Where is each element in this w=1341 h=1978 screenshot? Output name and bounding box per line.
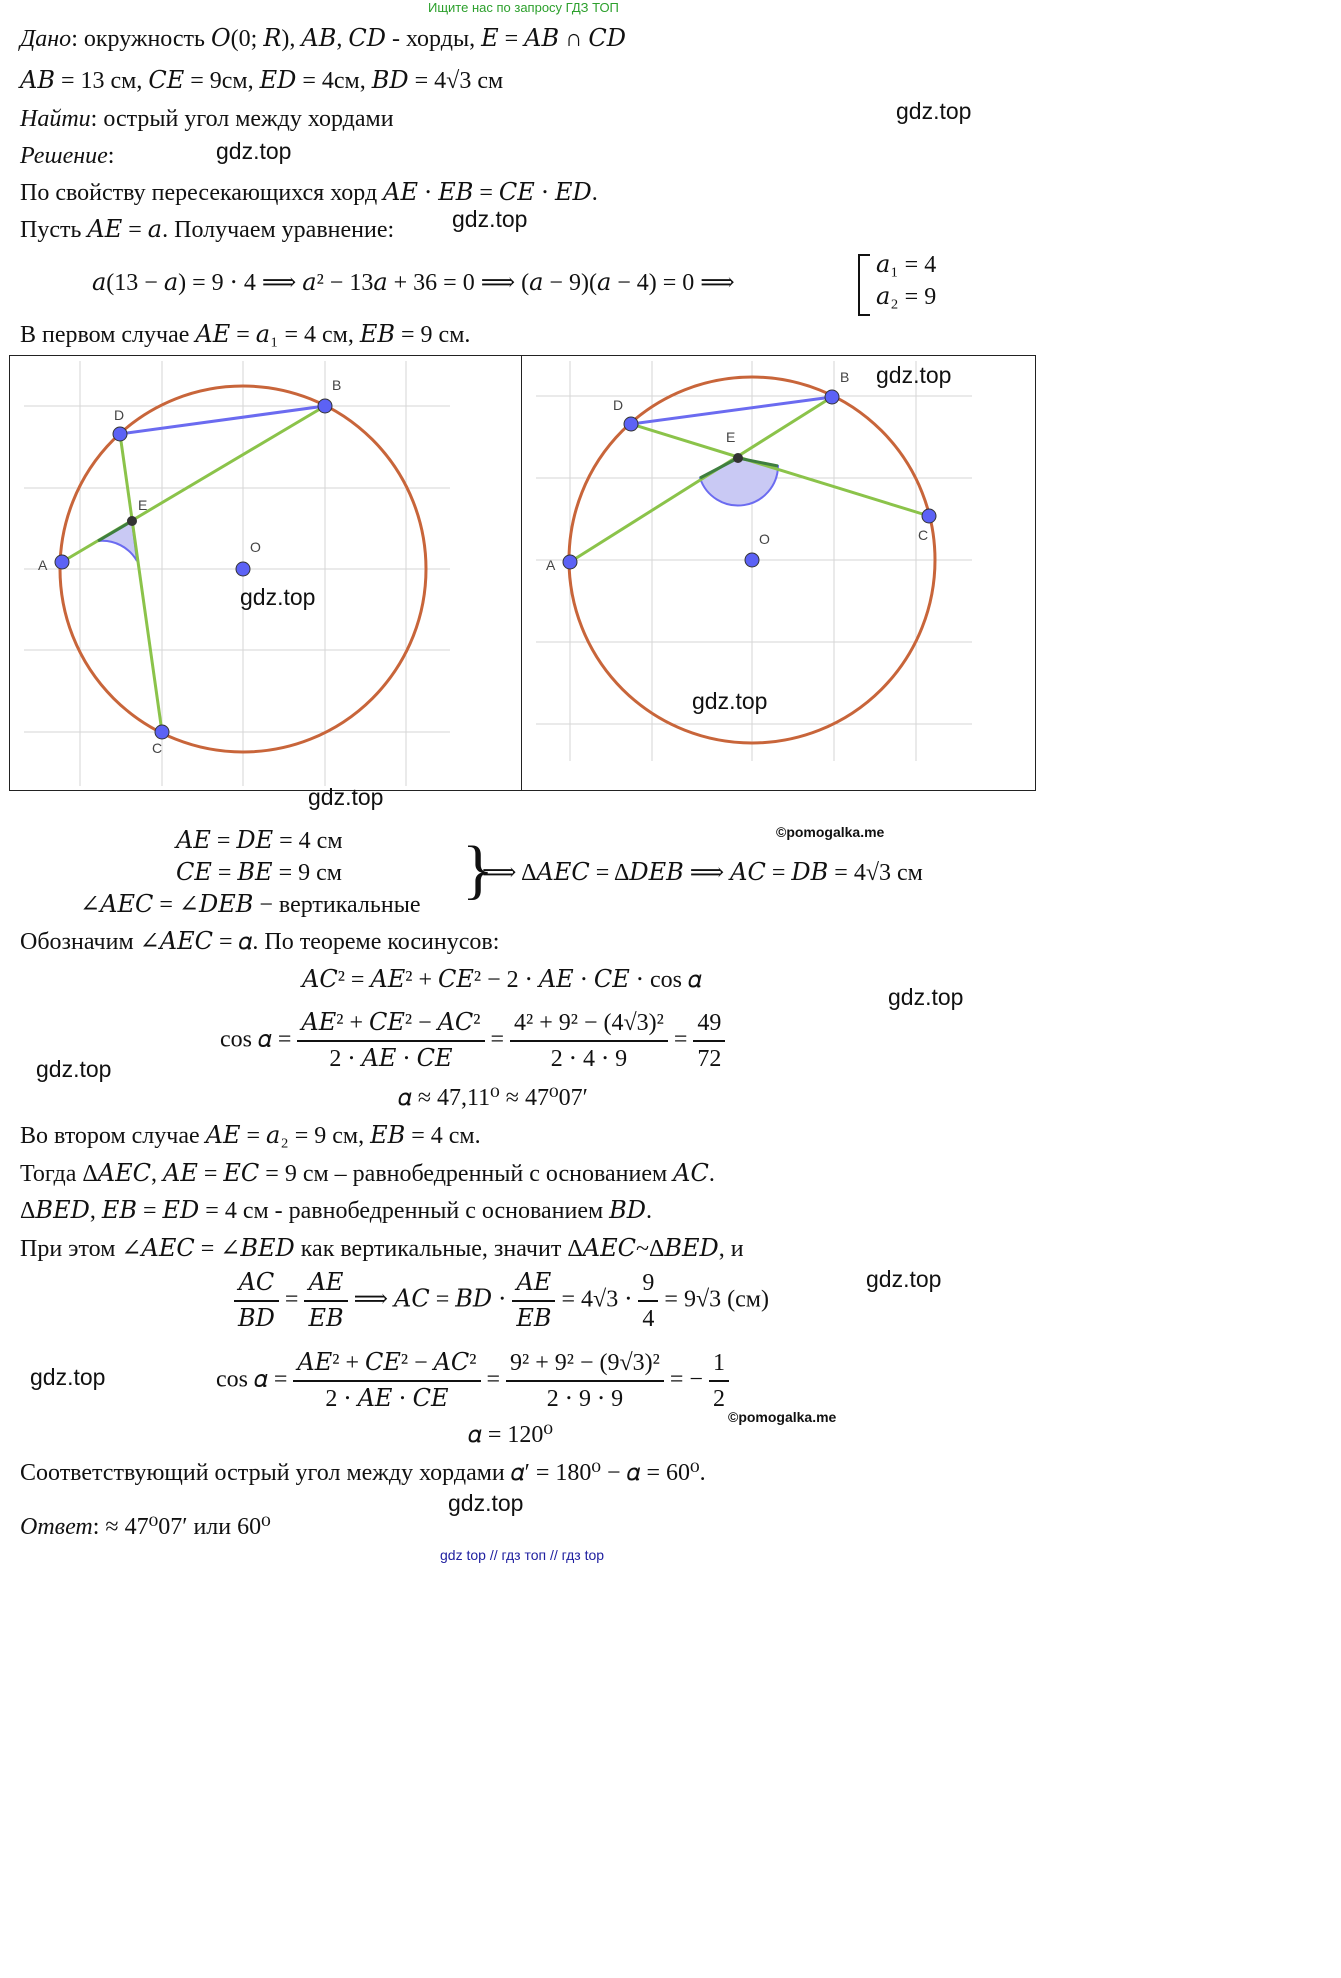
ratio-frac-1-den: 𝐵𝐷 bbox=[238, 1306, 275, 1332]
system-result: ⟹ Δ𝐴𝐸𝐶 = Δ𝐷𝐸𝐵 ⟹ 𝐴𝐶 = 𝐷𝐵 = 4√3 см bbox=[482, 860, 923, 886]
watermark: gdz.top bbox=[36, 1056, 112, 1082]
root-1: 𝑎₁ = 4 bbox=[876, 252, 937, 278]
similarity: При этом ∠𝐴𝐸𝐶 = ∠𝐵𝐸𝐷 как вертикальные, значит Δ𝐴𝐸𝐶~Δ𝐵𝐸𝐷, и bbox=[20, 1236, 744, 1262]
fraction-5 bbox=[506, 1346, 664, 1416]
point-a-left bbox=[55, 555, 69, 569]
watermark: gdz.top bbox=[888, 984, 964, 1010]
ratio-frac-2-num: 𝐴𝐸 bbox=[304, 1266, 347, 1302]
solution-label: Решение bbox=[20, 143, 108, 169]
point-e-right bbox=[733, 453, 743, 463]
fraction-3-den: 72 bbox=[697, 1046, 722, 1072]
label-d-right: D bbox=[613, 397, 624, 413]
ratio-mid: ⟹ 𝐴𝐶 = 𝐵𝐷 ⋅ bbox=[353, 1286, 507, 1313]
fraction-5-num: 9² + 9² − (9√3)² bbox=[506, 1346, 664, 1382]
point-d-left bbox=[113, 427, 127, 441]
watermark: gdz.top bbox=[216, 138, 292, 164]
find-text: : острый угол между хордами bbox=[90, 106, 394, 132]
chord-ab-right bbox=[570, 397, 832, 562]
cos-formula-1 bbox=[220, 1006, 725, 1076]
alpha-result-1: 𝛼 ≈ 47,11⁰ ≈ 47⁰07′ bbox=[398, 1085, 588, 1111]
fraction-1 bbox=[297, 1006, 484, 1076]
label-a-right: A bbox=[546, 557, 556, 573]
fraction-1-num: 𝐴𝐸² + 𝐶𝐸² − 𝐴𝐶² bbox=[297, 1006, 484, 1042]
watermark: gdz.top bbox=[876, 362, 952, 388]
fraction-2 bbox=[510, 1006, 668, 1076]
label-o-right: O bbox=[759, 531, 770, 547]
system-line-1: 𝐴𝐸 = 𝐷𝐸 = 4 см bbox=[176, 828, 343, 854]
given-label: Дано bbox=[20, 26, 72, 52]
angle-arc-left bbox=[98, 521, 137, 561]
fraction-1-den: 2 ⋅ 𝐴𝐸 ⋅ 𝐶𝐸 bbox=[329, 1046, 453, 1072]
footer-links[interactable]: gdz top // гдз топ // гдз top bbox=[440, 1547, 605, 1563]
cosine-law: 𝐴𝐶² = 𝐴𝐸² + 𝐶𝐸² − 2 ⋅ 𝐴𝐸 ⋅ 𝐶𝐸 ⋅ cos 𝛼 bbox=[302, 967, 702, 993]
label-d-left: D bbox=[114, 407, 125, 423]
isosceles-aec: Тогда Δ𝐴𝐸𝐶, 𝐴𝐸 = 𝐸𝐶 = 9 см – равнобедренный с основанием 𝐴𝐶. bbox=[20, 1161, 715, 1187]
point-a-right bbox=[563, 555, 577, 569]
fraction-6 bbox=[709, 1346, 729, 1416]
cos-formula-2 bbox=[216, 1346, 729, 1416]
point-b-left bbox=[318, 399, 332, 413]
ratio-formula bbox=[234, 1266, 769, 1336]
system-line-3: ∠𝐴𝐸𝐶 = ∠𝐷𝐸𝐵 − вертикальные bbox=[80, 892, 421, 918]
fraction-4-num: 𝐴𝐸² + 𝐶𝐸² − 𝐴𝐶² bbox=[293, 1346, 480, 1382]
chord-cd-left bbox=[120, 434, 162, 732]
eq-2: = bbox=[673, 1026, 688, 1053]
given-text: : окружность 𝑂(0; 𝑅), 𝐴𝐵, 𝐶𝐷 - хорды, 𝐸 = 𝐴𝐵 ∩ 𝐶𝐷 bbox=[71, 26, 627, 52]
system-line-2: 𝐶𝐸 = 𝐵𝐸 = 9 см bbox=[176, 860, 342, 886]
point-e-left bbox=[127, 516, 137, 526]
watermark: gdz.top bbox=[30, 1364, 106, 1390]
watermark: gdz.top bbox=[240, 584, 316, 610]
chords-property: По свойству пересекающихся хорд 𝐴𝐸 ⋅ 𝐸𝐵 = 𝐶𝐸 ⋅ 𝐸𝐷. bbox=[20, 180, 598, 206]
cos-lhs-1: cos 𝛼 = bbox=[220, 1026, 292, 1053]
acute-angle: Соответствующий острый угол между хордами 𝛼′ = 180⁰ − 𝛼 = 60⁰. bbox=[20, 1460, 706, 1486]
fraction-5-den: 2 ⋅ 9 ⋅ 9 bbox=[546, 1386, 624, 1412]
roots-bracket bbox=[858, 254, 870, 316]
watermark: gdz.top bbox=[692, 688, 768, 714]
figure-left bbox=[9, 355, 523, 791]
quadratic-equation: 𝑎(13 − 𝑎) = 9 ⋅ 4 ⟹ 𝑎² − 13𝑎 + 36 = 0 ⟹ (𝑎 − 9)(𝑎 − 4) = 0 ⟹ bbox=[92, 270, 735, 296]
fraction-4-den: 2 ⋅ 𝐴𝐸 ⋅ 𝐶𝐸 bbox=[325, 1386, 449, 1412]
alpha-result-2: 𝛼 = 120⁰ bbox=[468, 1422, 554, 1448]
given-line bbox=[20, 24, 626, 54]
watermark: gdz.top bbox=[452, 206, 528, 232]
watermark: gdz.top bbox=[866, 1266, 942, 1292]
fraction-2-den: 2 ⋅ 4 ⋅ 9 bbox=[550, 1046, 628, 1072]
top-banner[interactable]: Ищите нас по запросу ГДЗ ТОП bbox=[428, 0, 619, 15]
label-b-left: B bbox=[332, 377, 342, 393]
find-label: Найти bbox=[20, 106, 91, 132]
point-c-right bbox=[922, 509, 936, 523]
answer-label: Ответ bbox=[20, 1514, 93, 1540]
label-e-left: E bbox=[138, 497, 148, 513]
label-c-right: C bbox=[918, 527, 929, 543]
ratio-frac-1 bbox=[234, 1266, 279, 1336]
ratio-frac-3-num: 𝐴𝐸 bbox=[512, 1266, 555, 1302]
fraction-2-num: 4² + 9² − (4√3)² bbox=[510, 1006, 668, 1042]
find-line bbox=[20, 104, 394, 134]
denote-alpha: Обозначим ∠𝐴𝐸𝐶 = 𝛼. По теореме косинусов: bbox=[20, 929, 500, 955]
case-1: В первом случае 𝐴𝐸 = 𝑎₁ = 4 см, 𝐸𝐵 = 9 см. bbox=[20, 322, 471, 348]
fraction-6-num: 1 bbox=[709, 1346, 729, 1382]
figure-right-svg bbox=[522, 356, 1035, 790]
figure-left-svg bbox=[10, 356, 522, 790]
label-o-left: O bbox=[250, 539, 261, 555]
point-c-left bbox=[155, 725, 169, 739]
cos-lhs-2: cos 𝛼 = bbox=[216, 1366, 288, 1393]
ratio-frac-4 bbox=[638, 1266, 658, 1336]
ratio-mid-2: = 4√3 ⋅ bbox=[561, 1286, 633, 1313]
ratio-frac-3-den: 𝐸𝐵 bbox=[516, 1306, 552, 1332]
label-b-right: B bbox=[840, 369, 850, 385]
given-values: 𝐴𝐵 = 13 см, 𝐶𝐸 = 9см, 𝐸𝐷 = 4см, 𝐵𝐷 = 4√3 см bbox=[20, 68, 504, 94]
label-a-left: A bbox=[38, 557, 48, 573]
solution-line bbox=[20, 141, 114, 171]
watermark: gdz.top bbox=[896, 98, 972, 124]
ratio-frac-4-num: 9 bbox=[638, 1266, 658, 1302]
label-c-left: C bbox=[152, 740, 163, 756]
point-o-right bbox=[745, 553, 759, 567]
system-brace: } bbox=[462, 833, 494, 906]
fraction-6-den: 2 bbox=[712, 1386, 725, 1412]
point-b-right bbox=[825, 390, 839, 404]
fraction-4 bbox=[293, 1346, 480, 1416]
point-o-left bbox=[236, 562, 250, 576]
copyright-mark: ©pomogalka.me bbox=[776, 824, 885, 840]
chord-cd-right bbox=[631, 424, 929, 516]
watermark: gdz.top bbox=[448, 1490, 524, 1516]
figure-right bbox=[521, 355, 1036, 791]
ratio-end: = 9√3 (см) bbox=[664, 1286, 769, 1313]
ratio-frac-4-den: 4 bbox=[642, 1306, 655, 1332]
case-2: Во втором случае 𝐴𝐸 = 𝑎₂ = 9 см, 𝐸𝐵 = 4 см. bbox=[20, 1123, 481, 1149]
eq-1: = bbox=[490, 1026, 505, 1053]
fraction-3-num: 49 bbox=[693, 1006, 725, 1042]
solution-colon: : bbox=[107, 143, 115, 169]
ratio-frac-2-den: 𝐸𝐵 bbox=[308, 1306, 344, 1332]
copyright-mark: ©pomogalka.me bbox=[728, 1409, 837, 1425]
minus-eq: = − bbox=[669, 1366, 703, 1393]
label-e-right: E bbox=[726, 429, 736, 445]
ratio-frac-2 bbox=[304, 1266, 347, 1336]
root-2: 𝑎₂ = 9 bbox=[876, 284, 937, 310]
let-ae: Пусть 𝐴𝐸 = 𝑎. Получаем уравнение: bbox=[20, 217, 395, 243]
ratio-frac-1-num: 𝐴𝐶 bbox=[234, 1266, 279, 1302]
answer-line bbox=[20, 1512, 271, 1542]
ratio-eq: = bbox=[284, 1286, 299, 1313]
watermark: gdz.top bbox=[308, 784, 384, 810]
eq-3: = bbox=[486, 1366, 501, 1393]
isosceles-bed: Δ𝐵𝐸𝐷, 𝐸𝐵 = 𝐸𝐷 = 4 см - равнобедренный с основанием 𝐵𝐷. bbox=[20, 1198, 653, 1224]
fraction-3 bbox=[693, 1006, 725, 1076]
answer-text: : ≈ 47⁰07′ или 60⁰ bbox=[92, 1514, 271, 1540]
ratio-frac-3 bbox=[512, 1266, 555, 1336]
point-d-right bbox=[624, 417, 638, 431]
